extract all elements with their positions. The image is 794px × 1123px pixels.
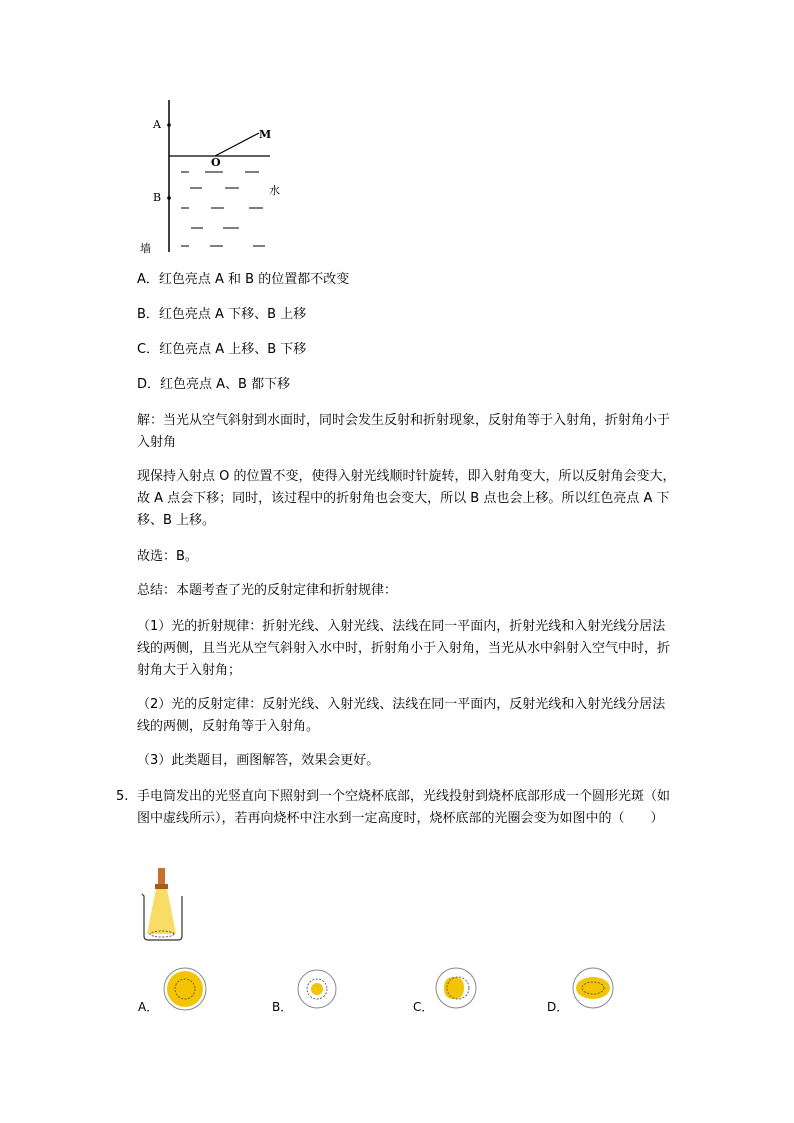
option-c: C．红色亮点 A 上移、B 下移 [137,342,307,357]
choice-b-image [296,968,338,1010]
question-number: 5. [116,789,129,804]
choice-c-image [434,966,478,1010]
solution-answer: 故选：B。 [137,549,198,564]
choice-b-label: B． [272,1000,293,1014]
incident-ray [215,133,259,156]
label-water: 水 [269,184,280,197]
label-A: A [153,118,161,131]
solution-paragraph-2: 现保持入射点 O 的位置不变，使得入射光线顺时针旋转，即入射角变大，所以反射角会变大，故 A 点会下移；同时，该过程中的折射角也会变大，所以 B 点也会上移。所以红色亮点 A 下移、B 上移。 [137,469,676,528]
label-O: O [211,156,221,169]
label-wall: 墙 [140,242,151,255]
reflection-law: （2）光的反射定律：反射光线、入射光线、法线在同一平面内，反射光线和入射光线分居法线的两侧，反射角等于入射角。 [137,697,666,734]
refraction-law: （1）光的折射规律：折射光线、入射光线、法线在同一平面内，折射光线和入射光线分居法线的两侧，且当光从空气斜射入水中时，折射角小于入射角，当光从水中斜射入空气中时，折射角大于入射角； [137,619,671,678]
choice-a-image [162,966,208,1012]
option-a: A．红色亮点 A 和 B 的位置都不改变 [137,272,350,287]
point-B-dot [167,196,171,200]
solution-paragraph-1: 解：当光从空气斜射到水面时，同时会发生反射和折射现象，反射角等于入射角，折射角小于入射角 [137,413,671,450]
choice-d-image [571,966,615,1010]
beaker-flashlight-figure [138,866,188,944]
water-dashes [181,172,265,246]
choice-d-label: D． [547,1000,569,1014]
choice-c-label: C． [413,1000,434,1014]
reflection-refraction-figure [135,100,305,255]
point-A-dot [167,123,171,127]
option-b: B．红色亮点 A 下移、B 上移 [137,307,307,322]
question-text: 手电筒发出的光竖直向下照射到一个空烧杯底部，光线投射到烧杯底部形成一个圆形光斑（如图中虚线所示），若再向烧杯中注水到一定高度时，烧杯底部的光圈会变为如图中的（ ） [137,789,671,826]
label-M: M [259,128,272,141]
solution-tip: （3）此类题目，画图解答，效果会更好。 [137,753,380,768]
option-d: D．红色亮点 A、B 都下移 [137,377,291,392]
label-B: B [153,191,162,204]
light-beam [147,889,176,934]
solution-summary: 总结：本题考查了光的反射定律和折射规律： [137,583,398,598]
choice-a-label: A． [138,1000,159,1014]
